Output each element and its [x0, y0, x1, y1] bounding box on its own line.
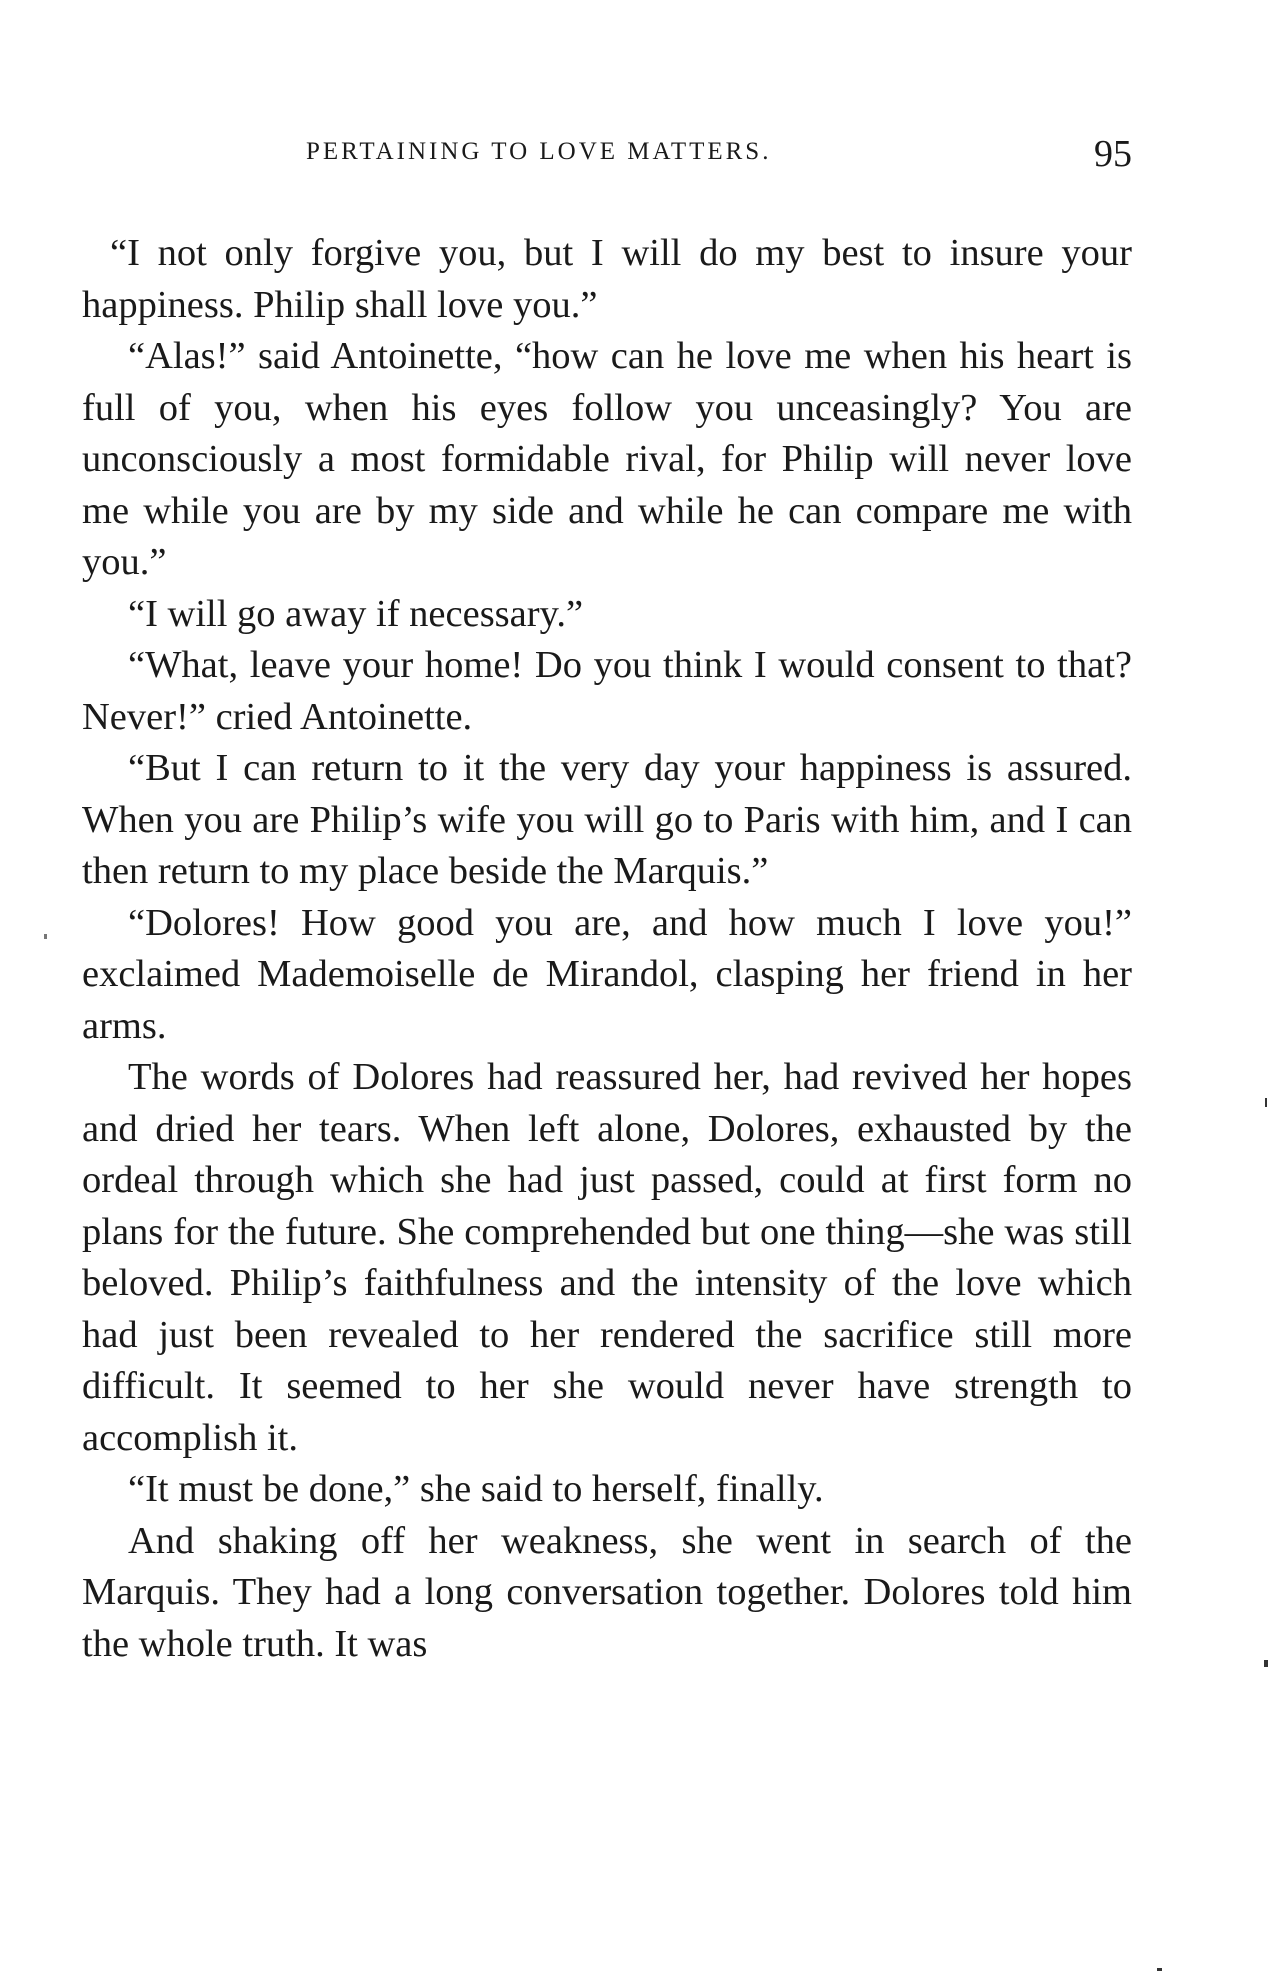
paragraph: The words of Dolores had reassured her, had revived her hopes and dried her tears. When left alone, Dolores, exhausted by the ordeal through which she had just passed, could at first form no plans for the future. She comprehended but one thing—she was still beloved. Philip’s faithfulness and the intensity of the love which had just been revealed to her rendered the sacrifice still more difficult. It seemed to her she would never have strength to accomplish it. — [82, 1056, 1132, 1459]
paragraph: And shaking off her weakness, she went in search of the Marquis. They had a long conversation together. Dolores told him the whole truth. It was — [82, 1519, 1132, 1665]
paragraph: “Dolores! How good you are, and how much I love you!” exclaimed Mademoiselle de Mirandol, clasping her friend in her arms. — [82, 901, 1132, 1047]
scan-speck — [1265, 1098, 1267, 1107]
body-text — [82, 228, 1132, 1670]
scan-speck — [44, 934, 47, 939]
paragraph: “It must be done,” she said to herself, finally. — [128, 1468, 824, 1510]
paragraph: “I will go away if necessary.” — [128, 592, 584, 635]
page-number: 95 — [1094, 133, 1132, 175]
paragraph: “But I can return to it the very day your happiness is assured. When you are Philip’s wife you will go to Paris with him, and I can then return to my place beside the Marquis.” — [82, 747, 1132, 892]
paragraph: “Alas!” said Antoinette, “how can he love me when his heart is full of you, when his eyes follow you unceasingly? You are unconsciously a most formidable rival, for Philip will never love me while you are by my side and while he can compare me with you.” — [82, 335, 1132, 583]
paragraph: “I not only forgive you, but I will do my best to insure your happiness. Philip shall love you.” — [82, 232, 1132, 326]
running-title: PERTAINING TO LOVE MATTERS. — [306, 138, 772, 165]
scan-speck — [1157, 1968, 1162, 1971]
scan-speck — [1264, 1660, 1268, 1667]
running-head — [82, 132, 1132, 182]
paragraph: “What, leave your home! Do you think I would consent to that? Never!” cried Antoinette. — [82, 644, 1132, 738]
